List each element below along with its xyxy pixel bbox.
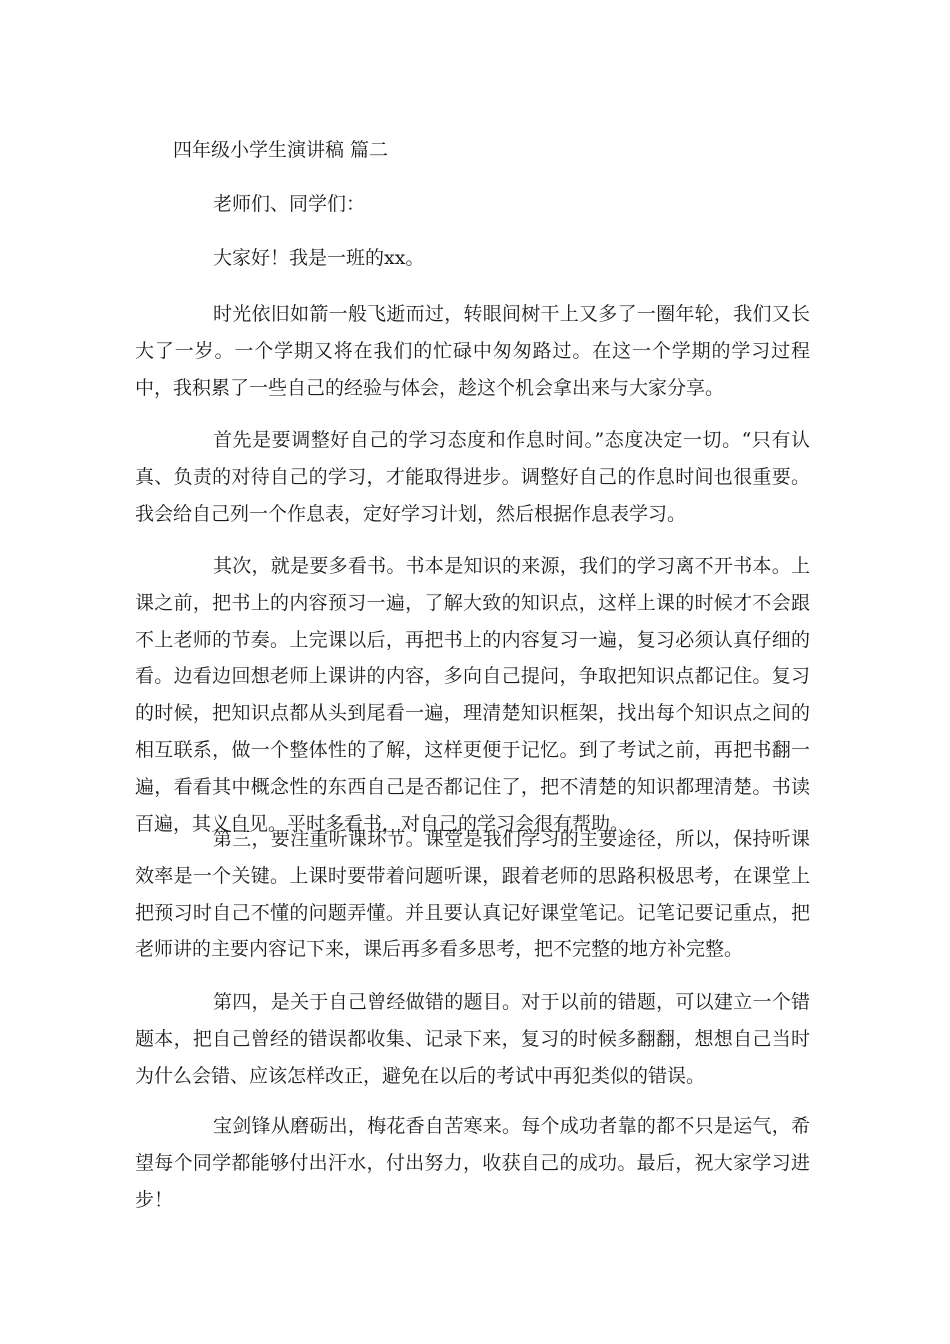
paragraph-fourth-point: 第四，是关于自己曾经做错的题目。对于以前的错题，可以建立一个错题本，把自己曾经的错误都收集、记录下来，复习的时候多翻翻，想想自己当时为什么会错、应该怎样改正，避免在以后的考试中再犯类似的错误。: [135, 991, 810, 1087]
salutation: 老师们、同学们：: [213, 193, 366, 215]
document-title: 四年级小学生演讲稿 篇二: [173, 139, 389, 161]
paragraph-second-point: 其次，就是要多看书。书本是知识的来源，我们的学习离不开书本。上课之前，把书上的内容预习一遍，了解大致的知识点，这样上课的时候才不会跟不上老师的节奏。上完课以后，再把书上的内容复习一遍，复习必须认真仔细的看。边看边回想老师上课讲的内容，多向自己提问，争取把知识点都记住。复习的时候，把知识点都从头到尾看一遍，理清楚知识框架，找出每个知识点之间的相互联系，做一个整体性的了解，这样更便于记忆。到了考试之前，再把书翻一遍，看看其中概念性的东西自己是否都记住了，把不清楚的知识都理清楚。书读百遍，其义自见。平时多看书，对自己的学习会很有帮助。: [135, 555, 810, 835]
paragraph-closing: 宝剑锋从磨砺出，梅花香自苦寒来。每个成功者靠的都不只是运气，希望每个同学都能够付出汗水，付出努力，收获自己的成功。最后，祝大家学习进步！: [135, 1115, 810, 1211]
paragraph-intro: 时光依旧如箭一般飞逝而过，转眼间树干上又多了一圈年轮，我们又长大了一岁。一个学期又将在我们的忙碌中匆匆路过。在这一个学期的学习过程中，我积累了一些自己的经验与体会，趁这个机会拿出来与大家分享。: [135, 303, 810, 399]
paragraph-third-point: 第三，要注重听课环节。课堂是我们学习的主要途径，所以，保持听课效率是一个关键。上课时要带着问题听课，跟着老师的思路积极思考，在课堂上把预习时自己不懂的问题弄懂。并且要认真记好课堂笔记。记笔记要记重点，把老师讲的主要内容记下来，课后再多看多思考，把不完整的地方补完整。: [135, 828, 810, 961]
paragraph-first-point: 首先是要调整好自己的学习态度和作息时间。”态度决定一切。“只有认真、负责的对待自己的学习，才能取得进步。调整好自己的作息时间也很重要。我会给自己列一个作息表，定好学习计划，然后根据作息表学习。: [135, 429, 810, 525]
greeting: 大家好！我是一班的xx。: [213, 247, 425, 269]
